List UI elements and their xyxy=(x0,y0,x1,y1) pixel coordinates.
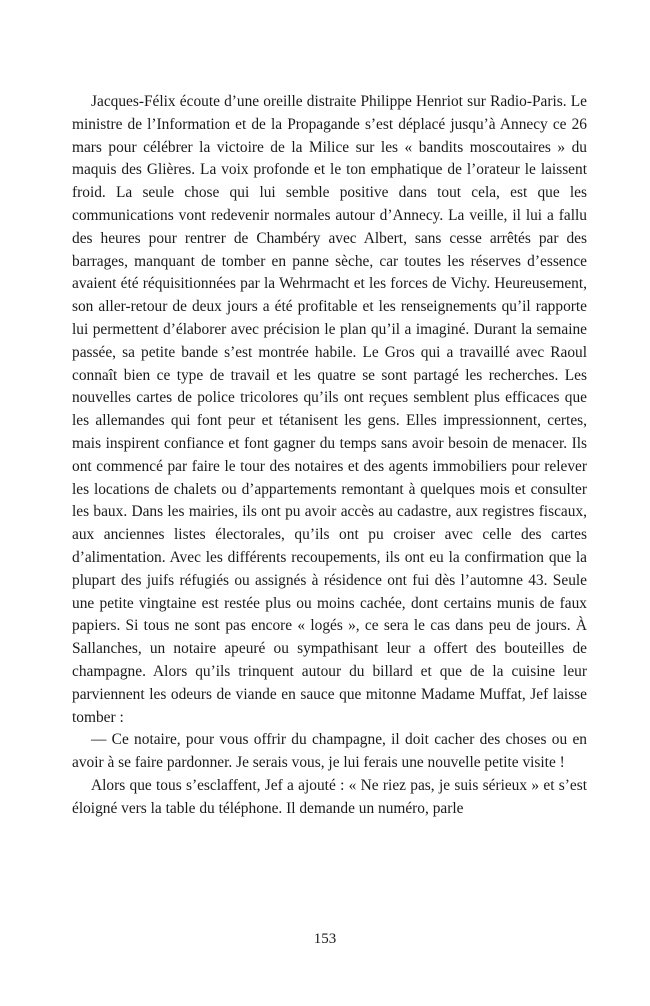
paragraph-1: Jacques-Félix écoute d’une oreille distraite Philippe Henriot sur Radio-Paris. Le ministre de l’Information et de la Propagande s’est déplacé jusqu’à Annecy ce 26 mars pour célébrer la victoire de la Milice sur les « bandits moscoutaires » du maquis des Glières. La voix profonde et le ton emphatique de l’orateur le laissent froid. La seule chose qui lui semble positive dans tout cela, est que les communications vont redevenir normales autour d’Annecy. La veille, il lui a fallu des heures pour rentrer de Chambéry avec Albert, sans cesse arrêtés par des barrages, manquant de tomber en panne sèche, car toutes les réserves d’essence avaient été réquisitionnées par la Wehrmacht et les forces de Vichy. Heureusement, son aller-retour de deux jours a été profitable et les renseignements qu’il rapporte lui permettent d’élaborer avec précision le plan qu’il a imaginé. Durant la semaine passée, sa petite bande s’est montrée habile. Le Gros qui a travaillé avec Raoul connaît bien ce type de travail et les quatre se sont partagé les recherches. Les nouvelles cartes de police tricolores qu’ils ont reçues semblent plus efficaces que les allemandes qui font peur et tétanisent les gens. Elles impressionnent, certes, mais inspirent confiance et font gagner du temps sans avoir besoin de menacer. Ils ont commencé par faire le tour des notaires et des agents immobiliers pour relever les locations de chalets ou d’appartements remontant à quelques mois et consulter les baux. Dans les mairies, ils ont pu avoir accès au cadastre, aux registres fiscaux, aux anciennes listes électorales, qu’ils ont pu croiser avec celle des cartes d’alimentation. Avec les différents recoupements, ils ont eu la confirmation que la plupart des juifs réfugiés ou assignés à résidence ont fui dès l’automne 43. Seule une petite vingtaine est restée plus ou moins cachée, dont certains munis de faux papiers. Si tous ne sont pas encore « logés », ce sera le cas dans peu de jours. À Sallanches, un notaire apeuré ou sympathisant leur a offert des bouteilles de champagne. Alors qu’ils trinquent autour du billard et que de la cuisine leur parviennent les odeurs de viande en sauce que mitonne Madame Muffat, Jef laisse tomber : xyxy=(72,93,587,726)
page-number: 153 xyxy=(313,931,337,947)
paragraph-3: Alors que tous s’esclaffent, Jef a ajouté : « Ne riez pas, je suis sérieux » et s’est éloigné vers la table du téléphone. Il demande un numéro, parle xyxy=(72,776,587,817)
body-text xyxy=(72,91,587,821)
paragraph-2: — Ce notaire, pour vous offrir du champagne, il doit cacher des choses ou en avoir à se faire pardonner. Je serais vous, je lui ferais une nouvelle petite visite ! xyxy=(72,731,587,772)
